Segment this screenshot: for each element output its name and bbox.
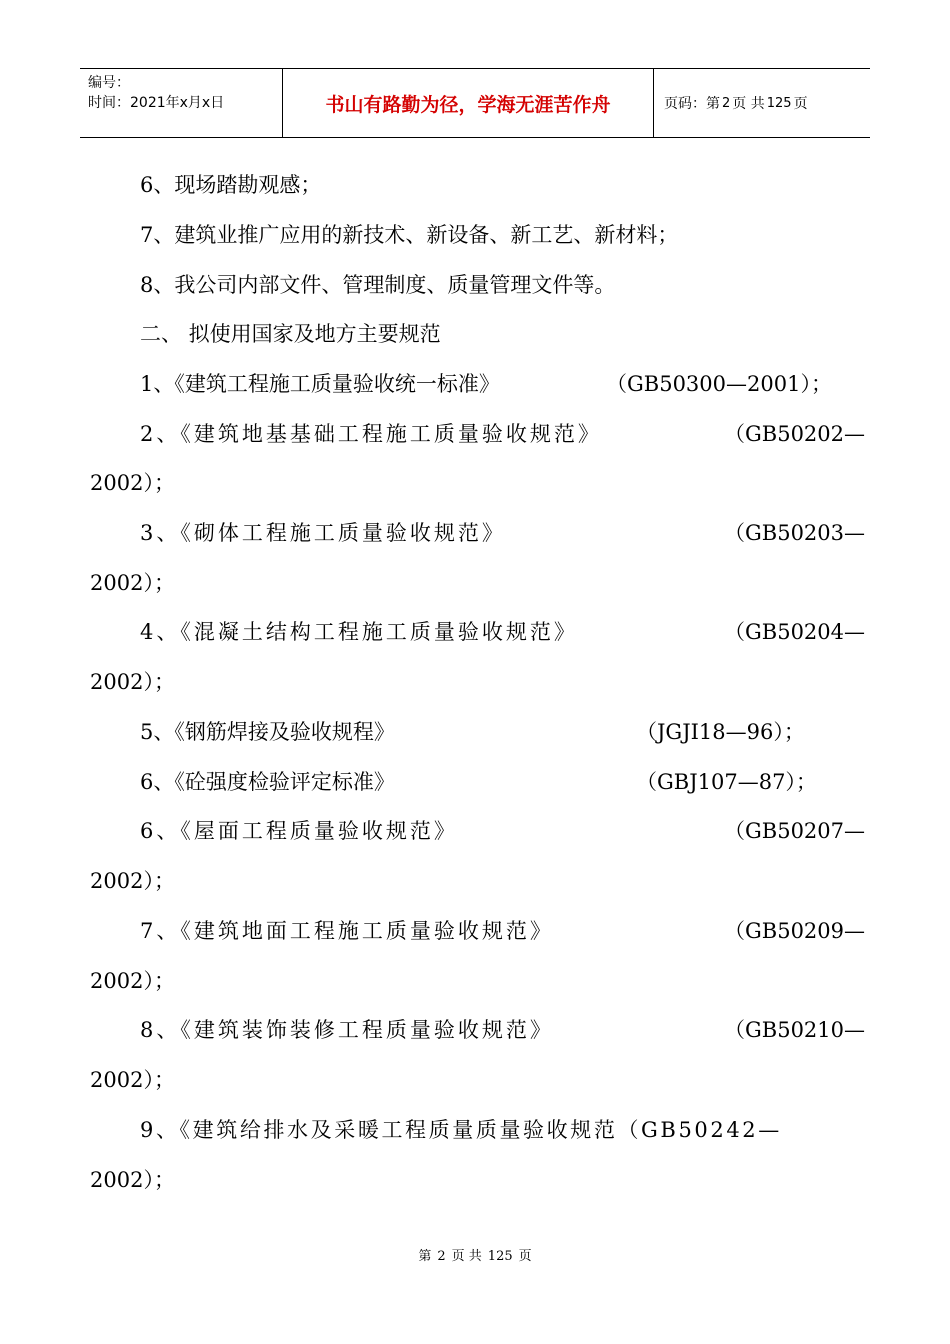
standard-title: 8、《建筑装饰装修工程质量验收规范》 bbox=[140, 1018, 554, 1042]
page-total: 125 bbox=[766, 95, 792, 111]
page-header bbox=[80, 68, 870, 138]
standard-title: 3、《砌体工程施工质量验收规范》 bbox=[140, 521, 506, 545]
page-suffix: 页 bbox=[793, 96, 808, 112]
standard-code: （GB50210— bbox=[724, 1018, 866, 1042]
standard-code-continuation: 2002）； bbox=[90, 1068, 175, 1092]
standard-title: 4、《混凝土结构工程施工质量验收规范》 bbox=[140, 620, 578, 644]
section-heading: 二、 拟使用国家及地方主要规范 bbox=[140, 322, 441, 346]
page-current: 2 bbox=[722, 95, 731, 111]
standard-code-continuation: 2002）； bbox=[90, 869, 175, 893]
standard-code-continuation: 2002）； bbox=[90, 571, 175, 595]
standard-code: （GB50207— bbox=[724, 819, 866, 843]
page-footer bbox=[0, 1245, 950, 1264]
standard-title: 9、《建筑给排水及采暖工程质量质量验收规范（GB50242— bbox=[140, 1118, 782, 1142]
body-line: 8、我公司内部文件、管理制度、质量管理文件等。 bbox=[140, 273, 616, 297]
standard-code: （GBJ107—87）； bbox=[636, 770, 817, 794]
body-line: 7、建筑业推广应用的新技术、新设备、新工艺、新材料； bbox=[140, 223, 679, 247]
standard-code: （GB50209— bbox=[724, 919, 866, 943]
standard-title: 7、《建筑地面工程施工质量验收规范》 bbox=[140, 919, 554, 943]
header-meta bbox=[80, 69, 282, 137]
standard-code-continuation: 2002）； bbox=[90, 670, 175, 694]
standard-code-continuation: 2002）； bbox=[90, 471, 175, 495]
standard-title: 6、《屋面工程质量验收规范》 bbox=[140, 819, 458, 843]
footer-suffix: 页 bbox=[518, 1249, 532, 1264]
page-mid: 页 共 bbox=[732, 96, 765, 112]
standard-code-continuation: 2002）； bbox=[90, 969, 175, 993]
standard-code: （JGJI18—96）； bbox=[636, 720, 805, 744]
footer-current: 2 bbox=[437, 1249, 446, 1264]
standard-code: （GB50300—2001）； bbox=[606, 372, 832, 396]
page-prefix: 页码：第 bbox=[664, 96, 720, 112]
standard-code: （GB50203— bbox=[724, 521, 866, 545]
footer-prefix: 第 bbox=[418, 1249, 432, 1264]
standard-title: 2、《建筑地基基础工程施工质量验收规范》 bbox=[140, 422, 602, 446]
footer-total: 125 bbox=[487, 1249, 513, 1264]
standard-code: （GB50204— bbox=[724, 620, 866, 644]
header-motto: 书山有路勤为径，学海无涯苦作舟 bbox=[282, 69, 654, 137]
standard-code-continuation: 2002）； bbox=[90, 1168, 175, 1192]
standard-title: 6、《砼强度检验评定标准》 bbox=[140, 770, 395, 794]
standard-title: 5、《钢筋焊接及验收规程》 bbox=[140, 720, 395, 744]
document-time-label: 时间：2021年x月x日 bbox=[88, 95, 225, 111]
body-line: 6、现场踏勘观感； bbox=[140, 173, 322, 197]
header-page-info bbox=[654, 69, 870, 137]
footer-mid: 页 共 bbox=[451, 1249, 482, 1264]
document-number-label: 编号： bbox=[88, 75, 130, 91]
standard-title: 1、《建筑工程施工质量验收统一标准》 bbox=[140, 372, 500, 396]
standard-code: （GB50202— bbox=[724, 422, 866, 446]
